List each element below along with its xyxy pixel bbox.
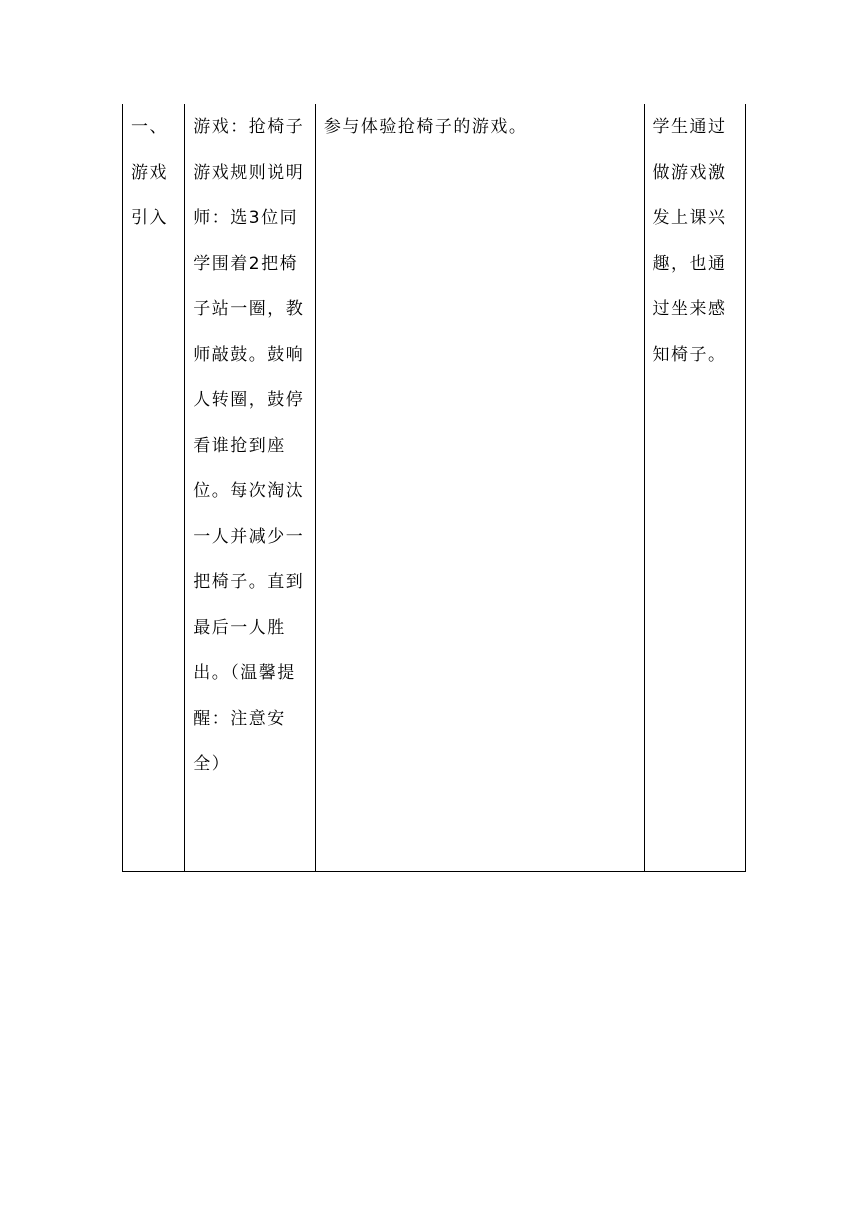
design-intent-text: 学生通过做游戏激发上课兴趣，也通过坐来感知椅子。 [652,117,727,365]
teacher-activity-text: 游戏：抢椅子游戏规则说明师：选3位同学围着2把椅子站一圈，教师敲鼓。鼓响人转圈，鼓停看谁抢到座位。每次淘汰一人并减少一把椅子。直到最后一人胜出。（温馨提醒：注意安全） [193,117,305,774]
table-row [123,104,746,872]
teacher-activity-cell [185,104,316,872]
design-intent-cell [644,104,746,872]
step-cell [123,104,185,872]
step-text: 一、游戏引入 [131,117,168,228]
student-activity-cell [315,104,644,872]
lesson-plan-table [122,104,746,872]
student-activity-text: 参与体验抢椅子的游戏。 [323,117,528,137]
